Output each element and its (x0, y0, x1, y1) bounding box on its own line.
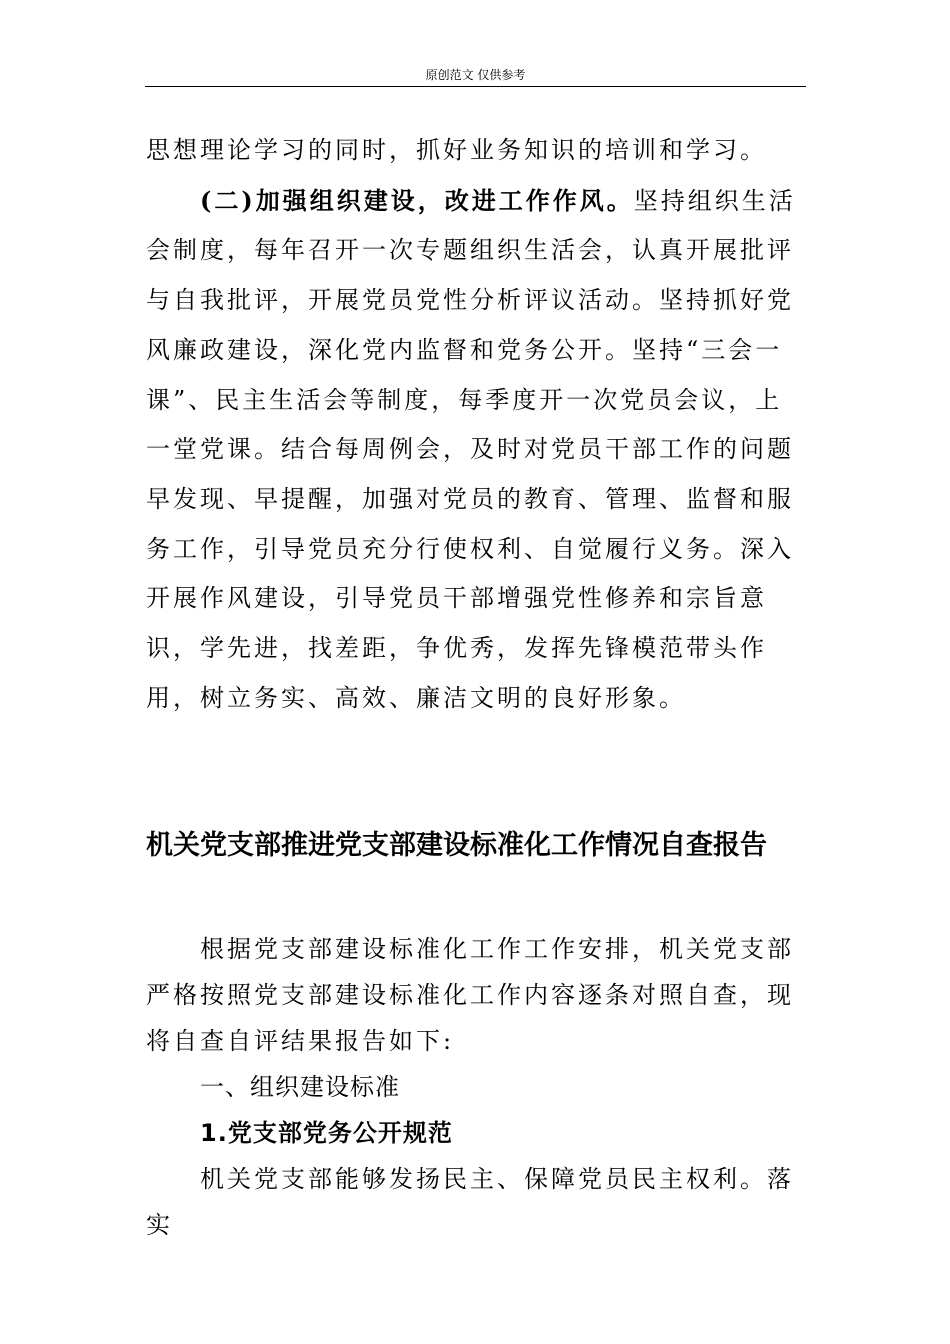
paragraph-body: 坚持组织生活会制度，每年召开一次专题组织生活会，认真开展批评与自我批评，开展党员党性分析评议活动。坚持抓好党风廉政建设，深化党内监督和党务公开。坚持“三会一课”、民主生活会等制度，每季度开一次党员会议，上一堂党课。结合每周例会，及时对党员干部工作的问题早发现、早提醒，加强对党员的教育、管理、监督和服务工作，引导党员充分行使权利、自觉履行义务。深入开展作风建设，引导党员干部增强党性修养和宗旨意识，学先进，找差距，争优秀，发挥先锋模范带头作用，树立务实、高效、廉洁文明的良好形象。 (146, 186, 796, 712)
subsection-heading: 1.党支部党务公开规范 (200, 1119, 453, 1147)
paragraph-organization (146, 176, 806, 724)
report-body (146, 926, 806, 1248)
paragraph-heading: (二)加强组织建设，改进工作作风。 (200, 185, 634, 215)
page-header (145, 66, 806, 87)
continuation-paragraph: 思想理论学习的同时，抓好业务知识的培训和学习。 (146, 136, 767, 164)
header-text: 原创范文 仅供参考 (425, 68, 526, 82)
section-heading: 一、组织建设标准 (200, 1073, 400, 1101)
report-intro: 根据党支部建设标准化工作工作安排，机关党支部严格按照党支部建设标准化工作内容逐条对照自查，现将自查自评结果报告如下: (146, 935, 794, 1055)
section-top (146, 126, 806, 723)
subsection-body: 机关党支部能够发扬民主、保障党员民主权利。落实 (146, 1165, 794, 1239)
report-title: 机关党支部推进党支部建设标准化工作情况自查报告 (146, 830, 767, 861)
